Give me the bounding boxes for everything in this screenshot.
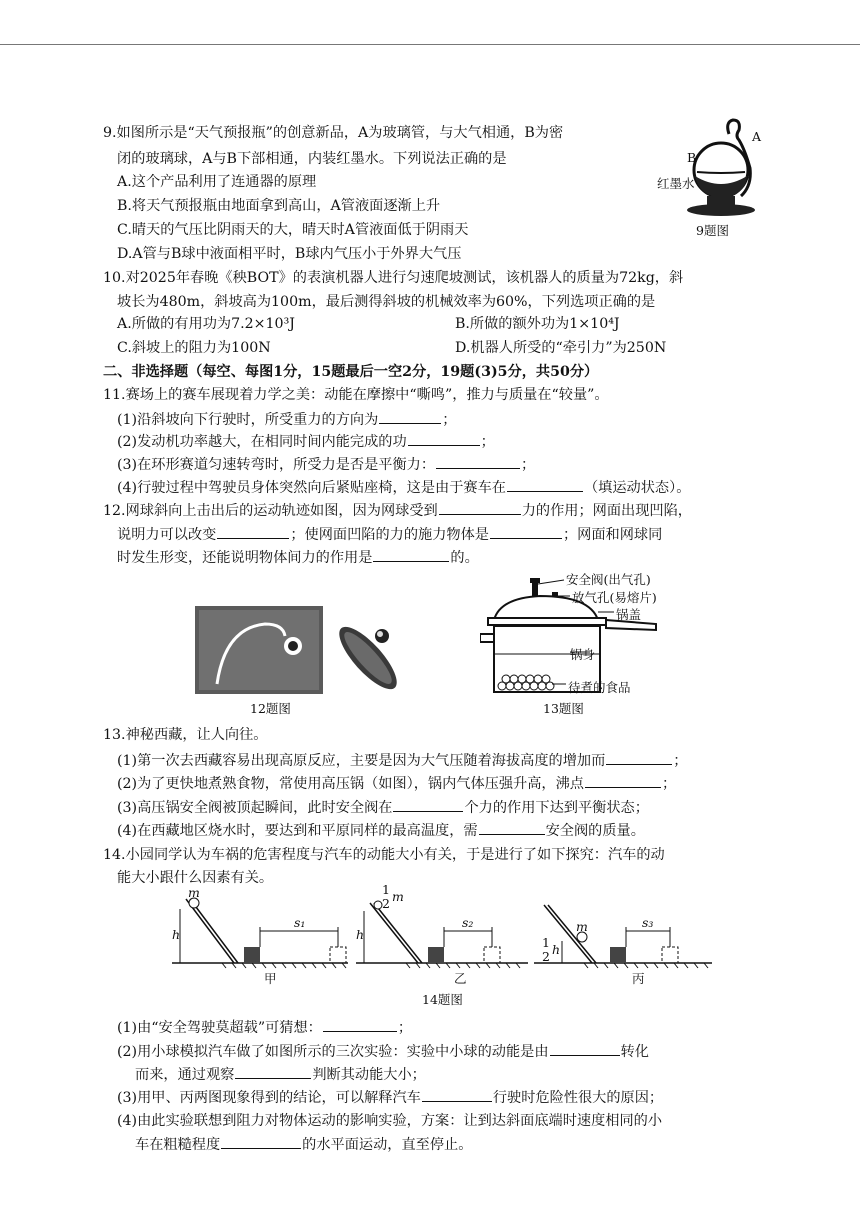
setup-jia	[172, 898, 348, 968]
q13-part4-suffix: 安全阀的质量。	[545, 823, 645, 839]
q10-option-d: D.机器人所受的“牵引力”为250N	[455, 340, 667, 356]
label-m-bing: m	[576, 919, 588, 934]
q14-part2-text: (2)用小球模拟汽车做了如图所示的三次实验：实验中小球的动能是由	[117, 1044, 549, 1060]
fig12-caption: 12题图	[250, 701, 291, 716]
label-m-jia: m	[188, 885, 200, 900]
q13-part3	[117, 797, 649, 818]
q11-part3	[117, 454, 535, 475]
label-s1: s₁	[294, 915, 306, 930]
answer-blank[interactable]	[221, 1134, 301, 1149]
label-vent-hole: 放气孔(易熔片)	[572, 590, 657, 605]
q10-option-b: B.所做的额外功为1×10⁴J	[455, 316, 620, 332]
answer-blank[interactable]	[393, 797, 463, 812]
q11-part1	[117, 409, 457, 430]
q9-option-c: C.晴天的气压比阴雨天的大，晴天时A管液面低于阴雨天	[117, 222, 469, 238]
fig9-label-a: A	[752, 129, 762, 144]
q14-stem-line1: 14.小园同学认为车祸的危害程度与汽车的动能大小有关，于是进行了如下探究：汽车的动	[103, 847, 665, 863]
fig13-caption: 13题图	[543, 701, 584, 716]
label-yi: 乙	[454, 971, 467, 986]
q14-part2-cont-text: 而来，通过观察	[135, 1067, 235, 1083]
label-h-yi: h	[356, 927, 365, 942]
q12-line2-text: 说明力可以改变	[117, 527, 217, 543]
answer-blank[interactable]	[373, 547, 449, 562]
q14-part4-cont	[135, 1134, 472, 1155]
q14-part4-cont-suffix: 的水平面运动，直至停止。	[302, 1137, 473, 1153]
label-h-bing: h	[552, 942, 561, 957]
q14-part2-suffix: 转化	[620, 1044, 649, 1060]
q13-part4	[117, 820, 645, 841]
q13-part2	[117, 773, 676, 794]
answer-blank[interactable]	[422, 1087, 492, 1102]
answer-blank[interactable]	[550, 1041, 620, 1056]
label-half-num-yi: 1	[382, 882, 390, 897]
answer-blank[interactable]	[479, 820, 545, 835]
semicolon: ；	[521, 457, 536, 473]
q10-option-a: A.所做的有用功为7.2×10³J	[117, 316, 295, 332]
section2-heading: 二、非选择题（每空、每图1分，15题最后一空2分，19题(3)5分，共50分）	[103, 364, 599, 380]
pressure-cooker-figure	[480, 568, 710, 696]
answer-blank[interactable]	[507, 477, 583, 492]
q12-line1	[103, 500, 692, 521]
setup-yi	[356, 901, 528, 968]
q14-part4-cont-text: 车在粗糙程度	[135, 1137, 221, 1153]
q9-stem-line1: 9.如图所示是“天气预报瓶”的创意新品，A为玻璃管，与大气相通，B为密	[103, 125, 564, 141]
label-bing: 丙	[632, 971, 645, 986]
label-s2: s₂	[462, 915, 474, 930]
q9-option-b: B.将天气预报瓶由地面拿到高山，A管液面逐渐上升	[117, 198, 441, 214]
q9-option-d: D.A管与B球中液面相平时，B球内气压小于外界大气压	[117, 246, 462, 262]
q14-part4: (4)由此实验联想到阻力对物体运动的影响实验，方案：让到达斜面底端时速度相同的小	[117, 1113, 663, 1129]
answer-blank[interactable]	[439, 500, 521, 515]
q13-part1-text: (1)第一次去西藏容易出现高原反应，主要是因为大气压随着海拔高度的增加而	[117, 753, 606, 769]
q14-part2-cont	[135, 1064, 426, 1085]
q11-part1-text: (1)沿斜坡向下行驶时，所受重力的方向为	[117, 412, 379, 428]
q11-stem: 11.赛场上的赛车展现着力学之美：动能在摩擦中“嘶鸣”，推力与质量在“较量”。	[103, 387, 609, 403]
label-s3: s₃	[642, 915, 654, 930]
semicolon: ；	[673, 753, 688, 769]
label-h-jia: h	[172, 927, 181, 942]
fig9-caption: 9题图	[696, 223, 729, 238]
fig14-caption: 14题图	[422, 992, 463, 1007]
answer-blank[interactable]	[379, 409, 441, 424]
q9-stem-line2: 闭的玻璃球，A与B下部相通，内装红墨水。下列说法正确的是	[117, 151, 507, 167]
label-lid: 锅盖	[616, 607, 642, 622]
q13-stem: 13.神秘西藏，让人向往。	[103, 727, 268, 743]
q10-option-c: C.斜坡上的阻力为100N	[117, 340, 271, 356]
answer-blank[interactable]	[408, 431, 480, 446]
q13-part3-suffix: 个力的作用下达到平衡状态；	[464, 800, 649, 816]
q12-line2-suffix: ；网面和网球同	[562, 527, 663, 543]
label-half-num-bing: 1	[542, 935, 550, 950]
q13-part4-text: (4)在西藏地区烧水时，要达到和平原同样的最高温度，需	[117, 823, 478, 839]
q11-part2	[117, 431, 495, 452]
q13-part1	[117, 750, 688, 771]
label-jia: 甲	[264, 971, 277, 986]
q11-part3-text: (3)在环形赛道匀速转弯时，所受力是否是平衡力：	[117, 457, 436, 473]
q11-part2-text: (2)发动机功率越大，在相同时间内能完成的功	[117, 434, 407, 450]
q12-line3-suffix: 的。	[450, 550, 479, 566]
q14-part3-text: (3)用甲、丙两图现象得到的结论，可以解释汽车	[117, 1090, 421, 1106]
q13-part3-text: (3)高压锅安全阀被顶起瞬间，此时安全阀在	[117, 800, 393, 816]
q14-part3-suffix: 行驶时危险性很大的原因；	[492, 1090, 664, 1106]
answer-blank[interactable]	[585, 773, 661, 788]
kinetic-energy-experiment-figure	[172, 882, 718, 986]
q11-part4-text: (4)行驶过程中驾驶员身体突然向后紧贴座椅，这是由于赛车在	[117, 480, 506, 496]
q12-line3-text: 时发生形变，还能说明物体间力的作用是	[117, 550, 373, 566]
semicolon: ；	[480, 434, 495, 450]
q12-line3	[117, 547, 479, 568]
fig9-label-b: B	[687, 150, 697, 165]
q10-stem-line1: 10.对2025年春晚《秧BOT》的表演机器人进行匀速爬坡测试，该机器人的质量为72kg，斜	[103, 270, 684, 286]
q14-part3	[117, 1087, 663, 1108]
label-food: 待煮的食品	[568, 680, 631, 695]
answer-blank[interactable]	[323, 1017, 397, 1032]
label-half-den-bing: 2	[542, 949, 550, 964]
q14-part1-text: (1)由“安全驾驶莫超载”可猜想：	[117, 1020, 322, 1036]
q12-line2	[117, 524, 662, 545]
q12-line1-suffix: 力的作用；网面出现凹陷，	[521, 503, 692, 519]
q11-part4-suffix: （填运动状态）。	[583, 480, 691, 496]
answer-blank[interactable]	[235, 1064, 311, 1079]
answer-blank[interactable]	[217, 524, 289, 539]
q14-stem-line2: 能大小跟什么因素有关。	[117, 870, 274, 886]
weather-bottle-figure	[655, 118, 775, 218]
setup-bing	[534, 905, 712, 968]
label-m-yi: m	[392, 889, 404, 904]
page-top-border	[0, 0, 860, 45]
semicolon: ；	[662, 776, 677, 792]
q13-part2-text: (2)为了更快地煮熟食物，常使用高压锅（如图），锅内气体压强升高，沸点	[117, 776, 584, 792]
racket-deformation-photo	[330, 612, 410, 696]
fig9-label-ink: 红墨水	[657, 176, 695, 191]
label-safety-valve: 安全阀(出气孔)	[566, 572, 651, 587]
tennis-trajectory-photo	[195, 606, 323, 694]
q12-line1-text: 12.网球斜向上击出后的运动轨迹如图，因为网球受到	[103, 503, 438, 519]
q12-line2-mid: ；使网面凹陷的力的施力物体是	[290, 527, 489, 543]
answer-blank[interactable]	[436, 454, 520, 469]
q9-option-a: A.这个产品利用了连通器的原理	[117, 174, 317, 190]
answer-blank[interactable]	[490, 524, 562, 539]
q11-part4	[117, 477, 690, 498]
answer-blank[interactable]	[606, 750, 672, 765]
label-pot-body: 锅身	[570, 647, 596, 662]
q10-stem-line2: 坡长为480m，斜坡高为100m，最后测得斜坡的机械效率为60%，下列选项正确的是	[117, 294, 656, 310]
semicolon: ；	[442, 412, 457, 428]
q14-part2-cont-suffix: 判断其动能大小；	[312, 1067, 426, 1083]
q14-part2	[117, 1041, 649, 1062]
q14-part1	[117, 1017, 412, 1038]
semicolon: ；	[397, 1020, 413, 1036]
label-half-den-yi: 2	[382, 896, 390, 911]
